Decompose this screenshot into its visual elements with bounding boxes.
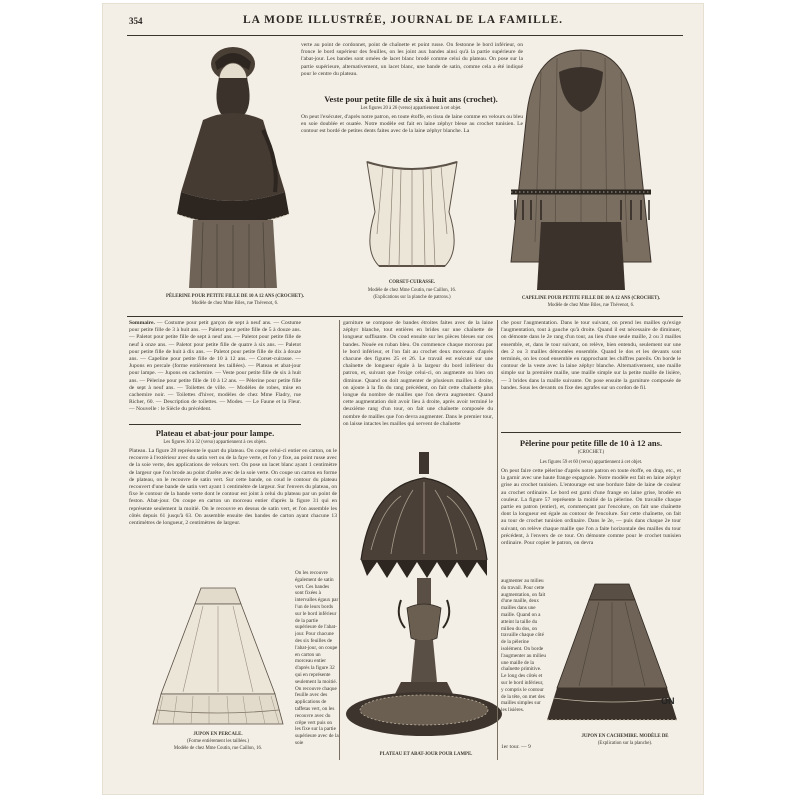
column-divider-left — [339, 320, 340, 760]
jupon-percale-source: Modèle de chez Mme Coutin, rue Caillon, 16. — [173, 746, 263, 751]
jupon-cachemire-illustration — [543, 580, 683, 730]
pelerine-girl-illustration — [163, 42, 303, 290]
veste-body-text: On peut l'exécuter, d'après notre patron, en toute étoffe, en tissu de laine comme en velours ou bleu en soie doublée et ouatée. Notre modèle est fait en laine zéphyr bleue au crochet tunisien. Le contour est bordé de petites dents faites avec de la laine zéphyr blanche. La — [301, 114, 523, 135]
plateau-title: Plateau et abat-jour pour lampe. — [155, 428, 275, 438]
pelerine-subtitle: Les figures 59 et 60 (verso) appartiennent à cet objet. — [539, 460, 643, 465]
corset-illustration — [353, 154, 471, 272]
sommaire-block — [129, 320, 301, 420]
page-header — [103, 12, 703, 34]
veste-title: Veste pour petite fille de six à huit ans (crochet). — [324, 94, 498, 104]
sommaire-text: — Costume pour petit garçon de sept à neuf ans. — Costume pour petite fille de 3 à huit ans. — Paletot pour petite fille de 5 à douze ans. — Paletot pour petite fille de sept à neuf ans. — Paletot pour petite fille de neuf à onze ans. — Paletot pour petite fille de quatre à six ans. — Paletot pour petite fille de huit à dix ans. — Paletot pour petite fille de dix à douze ans. — Capeline pour petite fille de 10 à 12 ans. — Corset-cuirasse. — Jupons en percale (forme entièrement les taillées). — Plateau et abat-jour pour lampe. — Jupons en cachemire. — Veste pour petite fille de six à huit ans. — Pèlerine pour petite fille de 10 à 12 ans. — Pèlerine pour petite fille de sept à neuf ans. — Toilettes de ville. — Modèles de robes, mise en cachemire noir. — Toilettes d'hiver, modèles de chez Mme Fladry, rue Richer, 60. — Description de toilettes. — Modes. — Le Faune et la Fleur. — Nouvelle : le Siècle du précédent. — [129, 320, 301, 413]
pelerine-narrow-text: augmenter au milieu du travail. Pour cette augmentation, on fait d'une maille, deux mailles dans une maille. Quand on a atteint la taille du milieu du dos, on travaille chaque côté de la pèlerine isolément. On borde l'augmenter au milieu une maille de la chaînette primitive. Le long des côtés et sur le bord inférieur, y compris le contour de la tête, on met des mailles simples sur les lisières. — [501, 578, 547, 714]
capeline-illustration — [501, 42, 661, 292]
pelerine-figure-caption: PÈLERINE POUR PETITE FILLE DE 10 A 12 ANS (CROCHET). — [165, 294, 305, 299]
plateau-text: Plateau. La figure 28 représente le quart du plateau. On coupe celui-ci entier en carton, on le recouvre à l'extérieur avec du satin vert ou de la faye verte, et l'on y fixe, au point russe avec de la soie verte, des applications de velours vert. On pose un lacet blanc ayant 1 centimètre de largeur que l'on brode au point d'arête avec de la soie verte. On coupe un carton en forme de plateau, on le recouvre de satin vert. Sur cette bande, on coud le contour du plateau recouvert d'une bande de satin vert ayant 1 centimètre de largeur. Sur l'envers du plateau, on fixe le contour de la bande verte dont le contour est joint à celui du plateau par un point de feston. Abat-jour. On coupe en carton un morceau entier d'après la figure 31 qui en représente seulement la moitié. On le recouvre en dessus de satin vert, et l'on assemble les côtés depuis 61 jusqu'à 63. On assemble ensuite des bandes de carton ayant chacune 13 centimètres de longueur, 2 centimètres de largeur. — [129, 448, 337, 527]
header-rule — [127, 35, 683, 36]
veste-continuation-text: garniture se compose de bandes étroites faites avec de la laine zéphyr blanche, tout entières en brides sur une chaînette de longueur suffisante. On coud ensuite sur les pièces bleues sur ces bandes. Nouée en ruban bleu. On commence chaque morceau par le bord inférieur, et l'on fait au crochet deux morceaux d'après chacune des figures 25 et 26. Le travail est exécuté sur une chaînette de longueur égale à la largeur du bord inférieur du patron, et, suivant que l'exige celui-ci, on augmente ou bien on diminue. Quand on doit augmenter de plusieurs mailles à droite, on ajoute à la fin du rang précédent, on fait cette chaînette plus longue du nombre de mailles que l'on devra augmenter. Quand cette augmentation doit avoir lieu à droite, après avoir terminé le deuxième rang d'un tour, on fait une chaînette composée du nombre de mailles que l'on devra augmenter. Dans le premier tour, on laisse intactes les mailles qui servent de chaînette — [343, 320, 493, 427]
plateau-narrow-text: On les recouvre également de satin vert. Ces bandes sont fixées à intervalles égaux par l'un de leurs bords sur le bord inférieur de la partie supérieure de l'abat-jour. Pour chacune des six feuilles de l'abat-jour, on coupe en carton un morceau entier d'après la figure 32 qui en représente seulement la moitié. On recouvre chaque feuille avec des applications de taffetas vert, on les recouvre avec du crêpe vert puis on les fixe sur la partie supérieure avec de la soie — [295, 570, 339, 746]
corset-caption: CORSET-CUIRASSE. — [388, 280, 436, 285]
plateau-continuation-text: verte au point de cordonnet, point de chaînette et point russe. On festonne le bord inférieur, on fronce le bord supérieur des feuilles, on les joint aux bandes ainsi qu'à la partie supérieure de l'abat-jour. Les bandes sont ornées de lacet blanc brodé comme celui du plateau. On pose sur la partie supérieure, alternativement, un lacet blanc, une bande de satin, comme cela a été indiqué pour le centre du plateau. — [301, 42, 523, 77]
corset-note: (Explications sur la planche de patrons.) — [373, 295, 451, 300]
pelerine-footer: 1er tour. — 9 — [501, 744, 531, 750]
sommaire-label: Sommaire. — [129, 320, 155, 326]
sommaire-rule — [129, 424, 301, 425]
jupon-percale-caption: JUPON EN PERCALE. — [193, 732, 243, 737]
capeline-source: Modèle de chez Mme Biles, rue Thévenot, 6. — [547, 303, 635, 308]
pelerine-title: Pèlerine pour petite fille de 10 à 12 ans. — [519, 438, 663, 448]
pelerine-tag: (CROCHET.) — [577, 450, 605, 455]
jupon-percale-illustration — [143, 584, 293, 729]
top-section-rule — [127, 316, 683, 317]
lamp-illustration — [341, 450, 507, 750]
pelerine-text: On peut faire cette pèlerine d'après notre patron en toute étoffe, en drap, etc., et la garnir avec une haute frange espagnole. Notre modèle est fait en laine zéphyr grise au crochet tunisien. L'entourage est une bordure faite de laine de couleur au crochet ordinaire. Le bord est garni d'une frange en laine grise, brodée en couleur. La figure 57 représente la moitié de la pèlerine. On travaille chaque partie en patron (entier), et, commençant par l'encolure, on fait une chaînette dont la longueur est égale au contour de l'encolure. Sur cette chaînette, on fait au tour de crochet tunisien ordinaire. Dans le 2e, — puis dans chaque 2e tour suivant, on relève chaque maille que l'on a faite horizontale des mailles du tour précédent, à l'envers de ce tour. On démonte comme pour le crochet tunisien ordinaire. Pour copier le patron, on devra — [501, 468, 681, 547]
jupon-percale-note: (Forme entièrement les taillées.) — [186, 739, 250, 744]
jupon-cachemire-note: (Explication sur la planche). — [597, 741, 653, 746]
right-section-rule — [501, 432, 681, 433]
lamp-caption: PLATEAU ET ABAT-JOUR POUR LAMPE. — [379, 752, 473, 757]
veste-conclusion-text: che pour l'augmentation. Dans le tour suivant, on prend les mailles qu'exige l'augmentation, tout à gauche qu'à droite. Quand il est nécessaire de diminuer, on démonte dans le 2e rang d'un tour, au lieu d'une seule maille, 2 ou 3 mailles ensemble, et, dans le tour suivant, on relève, bien entendu, seulement sur une des 2 ou 3 mailles démontées ensemble. Quand le dos et les devants sont terminés, on les coud ensemble en rapprochant les chiffres pareils. On borde le contour de la veste avec la laine zéphyr blanche. Alternativement, une maille simple sur la première maille, une maille simple sur la petite maille de lisière, — 3 brides dans la maille suivante. On pose ensuite la garniture composée de bandes. Sous les devants on fixe des agrafes sur un cordon de fil. — [501, 320, 681, 391]
page-number: 354 — [129, 16, 143, 26]
plateau-subtitle: Les figures 30 à 32 (verso) appartiennent à ces objets. — [163, 440, 267, 445]
pelerine-figure-source: Modèle de chez Mme Biles, rue Thévenot, 6. — [191, 301, 279, 306]
veste-subtitle: Les figures 20 à 26 (verso) appartiennent à cet objet. — [360, 106, 462, 111]
capeline-caption: CAPELINE POUR PETITE FILLE DE 10 A 12 ANS (CROCHET). — [521, 296, 661, 301]
corset-source: Modèle de chez Mme Coutin, rue Caillon, 16. — [367, 288, 457, 293]
journal-title: LA MODE ILLUSTRÉE, JOURNAL DE LA FAMILLE. — [242, 14, 564, 26]
binding-stamp: ON — [661, 696, 675, 706]
jupon-cachemire-caption: JUPON EN CACHEMIRE. MODÈLE DE — [581, 734, 669, 739]
column-divider-right — [497, 320, 498, 760]
journal-page — [103, 4, 703, 794]
